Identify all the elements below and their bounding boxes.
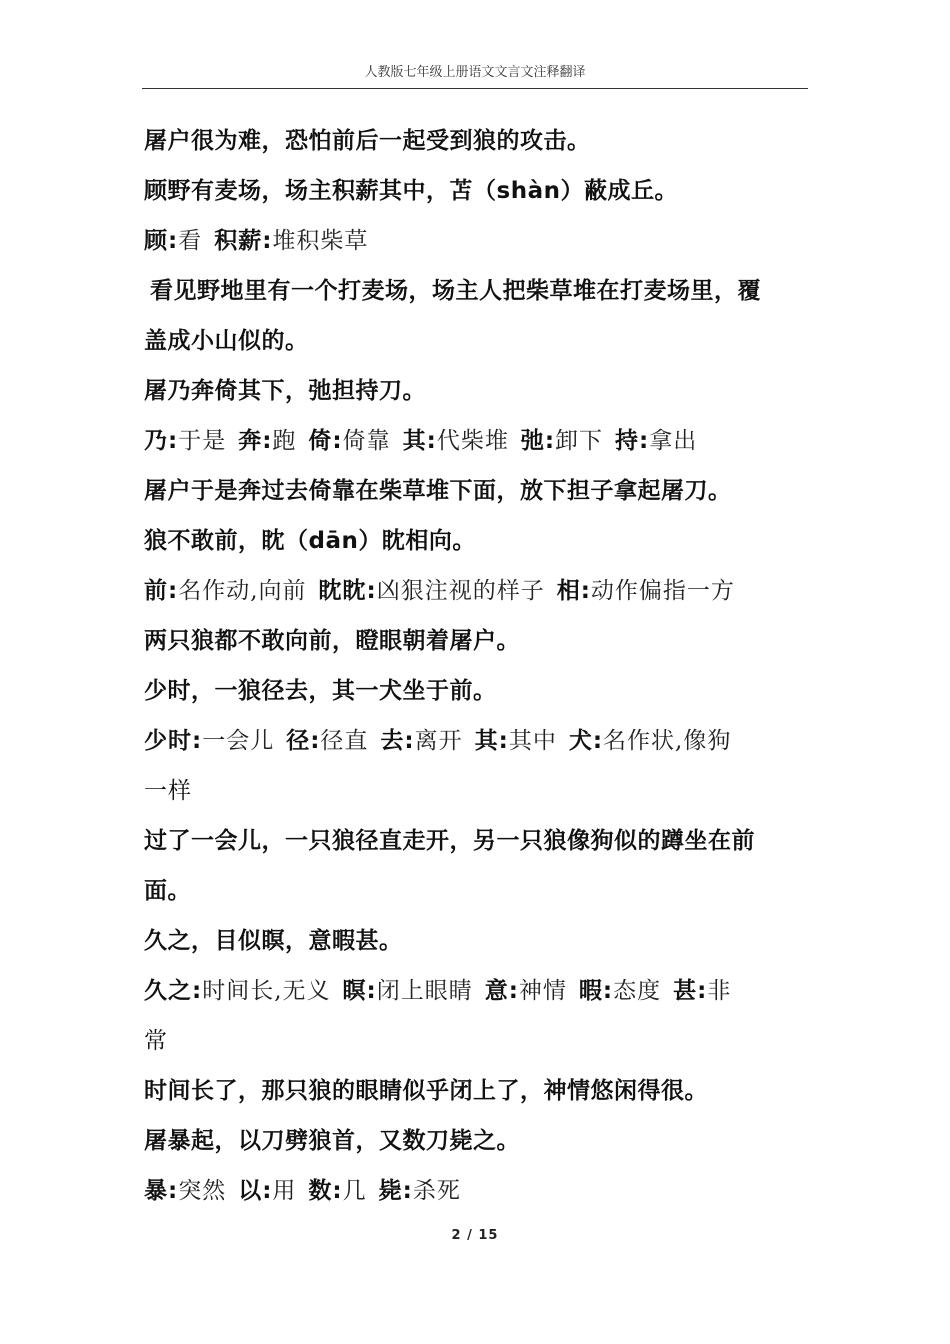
- annotation-term: 久之: [144, 978, 192, 1004]
- document-body: [144, 116, 810, 1216]
- text-line: 看见野地里有一个打麦场，场主人把柴草堆在打麦场里，覆: [150, 278, 761, 304]
- colon: :: [580, 578, 591, 604]
- annotation-term: 前: [144, 578, 168, 604]
- colon: :: [168, 578, 179, 604]
- text-line: 盖成小山似的。: [144, 328, 309, 354]
- text-line: 狼不敢前，眈（dān）眈相向。: [144, 528, 476, 554]
- page-number: 2 / 15: [451, 1228, 499, 1243]
- colon: :: [544, 428, 556, 454]
- annotation-definition: 拿出: [649, 428, 698, 454]
- annotation-term: 奔: [238, 428, 263, 454]
- text-line: 面。: [144, 878, 191, 904]
- annotation-term: 甚: [673, 978, 698, 1004]
- colon: :: [508, 978, 519, 1004]
- annotation-term: 顾: [144, 228, 168, 254]
- annotation-definition: 杀死: [412, 1178, 461, 1204]
- annotation-definition: 突然: [178, 1178, 227, 1204]
- text-line: 两只狼都不敢向前，瞪眼朝着屠户。: [144, 628, 520, 654]
- colon: :: [168, 428, 179, 454]
- annotation-line: [144, 416, 810, 466]
- colon: :: [697, 978, 708, 1004]
- colon: :: [366, 578, 377, 604]
- annotation-term: 暇: [578, 978, 603, 1004]
- annotation-term: 乃: [144, 428, 168, 454]
- annotation-definition: 其中: [508, 728, 557, 754]
- annotation-term: 犬: [568, 728, 593, 754]
- annotation-line: [144, 966, 810, 1016]
- annotation-definition: 动作偏指一方: [590, 578, 735, 604]
- annotation-continuation: 常: [144, 1028, 168, 1054]
- colon: :: [332, 428, 343, 454]
- text-line: 屠户很为难，恐怕前后一起受到狼的攻击。: [144, 128, 591, 154]
- colon: :: [192, 728, 203, 754]
- colon: :: [366, 978, 377, 1004]
- annotation-term: 倚: [308, 428, 333, 454]
- annotation-term: 以: [238, 1178, 263, 1204]
- annotation-term: 径: [286, 728, 311, 754]
- colon: :: [332, 1178, 343, 1204]
- annotation-definition: 用: [272, 1178, 297, 1204]
- colon: :: [426, 428, 437, 454]
- text-line: 屠户于是奔过去倚靠在柴草堆下面，放下担子拿起屠刀。: [144, 478, 732, 504]
- annotation-term: 数: [308, 1178, 333, 1204]
- annotation-definition: 几: [342, 1178, 367, 1204]
- colon: :: [192, 978, 203, 1004]
- annotation-definition: 态度: [613, 978, 662, 1004]
- colon: :: [402, 1178, 413, 1204]
- annotation-definition: 非: [707, 978, 732, 1004]
- colon: :: [602, 978, 614, 1004]
- annotation-definition: 看: [178, 228, 203, 254]
- annotation-term: 少时: [144, 728, 192, 754]
- annotation-definition: 卸下: [555, 428, 604, 454]
- annotation-definition: 离开: [414, 728, 463, 754]
- annotation-continuation: 一样: [144, 778, 192, 804]
- annotation-line: [144, 216, 810, 266]
- text-line: 过了一会儿，一只狼径直走开，另一只狼像狗似的蹲坐在前: [144, 828, 755, 854]
- annotation-definition: 凶狠注视的样子: [376, 578, 545, 604]
- annotation-term: 毙: [378, 1178, 403, 1204]
- text-line: 屠乃奔倚其下，弛担持刀。: [144, 378, 426, 404]
- text-line: 时间长了，那只狼的眼睛似乎闭上了，神情悠闲得很。: [144, 1078, 708, 1104]
- colon: :: [639, 428, 650, 454]
- annotation-definition: 名作动,向前: [178, 578, 307, 604]
- annotation-definition: 于是: [178, 428, 227, 454]
- colon: :: [168, 1178, 179, 1204]
- annotation-term: 相: [556, 578, 581, 604]
- annotation-term: 瞑: [342, 978, 367, 1004]
- colon: :: [310, 728, 321, 754]
- annotation-term: 眈眈: [318, 578, 367, 604]
- annotation-line: [144, 1166, 810, 1216]
- annotation-term: 弛: [520, 428, 545, 454]
- annotation-definition: 代柴堆: [436, 428, 509, 454]
- header-title: 人教版七年级上册语文文言文注释翻译: [364, 65, 586, 80]
- colon: :: [262, 1178, 273, 1204]
- colon: :: [498, 728, 509, 754]
- text-line: 屠暴起，以刀劈狼首，又数刀毙之。: [144, 1128, 520, 1154]
- annotation-definition: 一会儿: [202, 728, 275, 754]
- text-line: 久之，目似瞑，意暇甚。: [144, 928, 403, 954]
- annotation-definition: 堆积柴草: [272, 228, 369, 254]
- annotation-definition: 闭上眼睛: [376, 978, 473, 1004]
- colon: :: [168, 228, 179, 254]
- annotation-term: 积薪: [214, 228, 263, 254]
- colon: :: [262, 428, 273, 454]
- annotation-definition: 名作状,像狗: [603, 728, 732, 754]
- text-line: 顾野有麦场，场主积薪其中，苫（shàn）蔽成丘。: [144, 178, 678, 204]
- page-header: [142, 62, 808, 89]
- annotation-term: 去: [380, 728, 405, 754]
- colon: :: [404, 728, 415, 754]
- annotation-definition: 径直: [320, 728, 369, 754]
- annotation-definition: 时间长,无义: [202, 978, 331, 1004]
- colon: :: [592, 728, 604, 754]
- annotation-definition: 跑: [272, 428, 297, 454]
- colon: :: [262, 228, 273, 254]
- annotation-term: 其: [402, 428, 427, 454]
- annotation-term: 持: [615, 428, 640, 454]
- annotation-definition: 倚靠: [342, 428, 391, 454]
- annotation-term: 其: [474, 728, 499, 754]
- annotation-term: 暴: [144, 1178, 168, 1204]
- annotation-definition: 神情: [518, 978, 567, 1004]
- text-line: 少时，一狼径去，其一犬坐于前。: [144, 678, 497, 704]
- annotation-line: [144, 566, 810, 616]
- annotation-term: 意: [484, 978, 509, 1004]
- annotation-line: [144, 716, 810, 766]
